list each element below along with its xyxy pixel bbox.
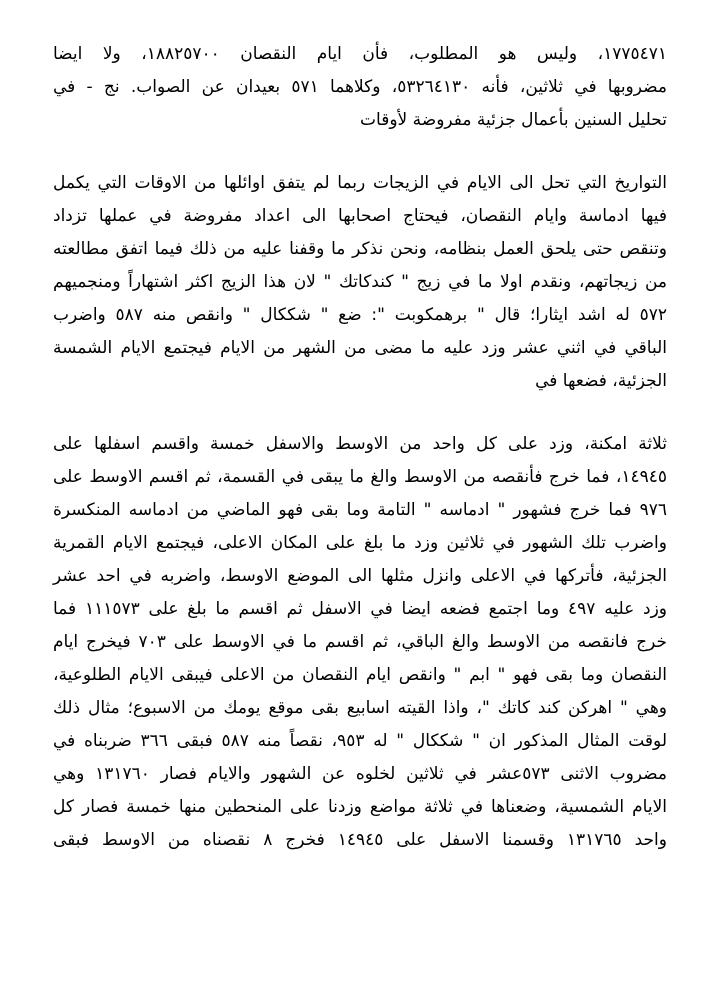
text-line: واحد ١٣١٧٦٥ وقسمنا الاسفل على ١٤٩٤٥ فخرج ٨ نقصناه من الاوسط فبقى — [53, 830, 667, 850]
text-line: واضرب تلك الشهور في ثلاثين وزد ما بلغ على المكان الاعلى، فيجتمع الايام القمرية — [53, 533, 667, 553]
text-line: مضروبها في ثلاثين، فأنه ٥٣٢٦٤١٣٠، وكلاهما ٥٧١ بعيدان عن الصواب. نج - في — [53, 77, 667, 97]
text-line: ثلاثة امكنة، وزد على كل واحد من الاوسط والاسفل خمسة واقسم اسفلها على — [53, 434, 667, 454]
text-line: تحليل السنين بأعمال جزئية مفروضة لأوقات — [360, 110, 667, 130]
text-line: ٩٧٦ فما خرج فشهور " ادماسه " التامة وما بقى فهو الماضي من ادماسه المنكسرة — [53, 500, 667, 520]
text-line: لوقت المثال المذكور ان " شككال " له ٩٥٣، نقصاً منه ٥٨٧ فبقى ٣٦٦ ضربناه في — [53, 731, 667, 751]
text-line: النقصان وما بقى فهو " ابم " وانقص ايام النقصان من الاعلى فيبقى الايام الطلوعية، — [53, 665, 667, 685]
text-line: وهي " اهركن كند كاتك "، واذا القيته اسابيع بقى موقع يومك من الاسبوع؛ مثال ذلك — [53, 698, 667, 718]
paragraph-3 — [53, 428, 667, 857]
text-line: الجزئية، فضعها في — [535, 371, 667, 391]
text-line: الباقي في اثني عشر وزد عليه ما مضى من الشهر من الايام فيجتمع الايام الشمسة — [53, 338, 667, 358]
text-line: وتنقص حتى يلحق العمل بنظامه، ونحن نذكر ما وقفنا عليه من ذلك فيما اتفق مطالعته — [53, 239, 667, 259]
text-line: خرج فانقصه من الاوسط والغ الباقي، ثم اقسم ما في الاوسط على ٧٠٣ فيخرج ايام — [53, 632, 667, 652]
paragraph-spacer — [53, 137, 667, 167]
text-line: ١٤٩٤٥، فما خرج فأنقصه من الاوسط والغ ما يبقى في القسمة، ثم اقسم الاوسط على — [53, 467, 667, 487]
paragraph-1 — [53, 38, 667, 137]
text-line: ٥٧٢ له اشد ايثارا؛ قال " برهمكوبت ": ضع " شككال " وانقص منه ٥٨٧ واضرب — [53, 305, 668, 325]
paragraph-spacer — [53, 398, 667, 428]
text-line: التواريخ التي تحل الى الايام في الزيجات ربما لم يتفق اوائلها من الاوقات التي يكمل — [53, 173, 667, 193]
text-line: وزد عليه ٤٩٧ وما اجتمع فضعه ايضا في الاسفل ثم اقسم ما بلغ على ١١١٥٧٣ فما — [53, 599, 667, 619]
text-line: الجزئية، فأتركها في الاعلى وانزل مثلها الى الموضع الاوسط، واضربه في احد عشر — [53, 566, 667, 586]
text-line: مضروب الاثنى ٥٧٣عشر في ثلاثين لخلوه عن الشهور والايام فصار ١٣١٧٦٠ وهي — [53, 764, 668, 784]
text-line: ١٧٧٥٤٧١، وليس هو المطلوب، فأن ايام النقصان ١٨٨٢٥٧٠٠، ولا ايضا — [53, 44, 667, 64]
paragraph-2 — [53, 167, 667, 398]
text-line: من زيجاتهم، ونقدم اولا ما في زيج " كندكاتك " لان هذا الزيج اكثر اشتهاراً ومنجميهم — [53, 272, 667, 292]
text-line: الايام الشمسية، وضعناها في ثلاثة مواضع وزدنا على المنحطين منها خمسة فصار كل — [53, 797, 667, 817]
text-line: فيها ادماسة وايام النقصان، فيحتاج اصحابها الى اعداد مفروضة في عملها تزداد — [53, 206, 667, 226]
